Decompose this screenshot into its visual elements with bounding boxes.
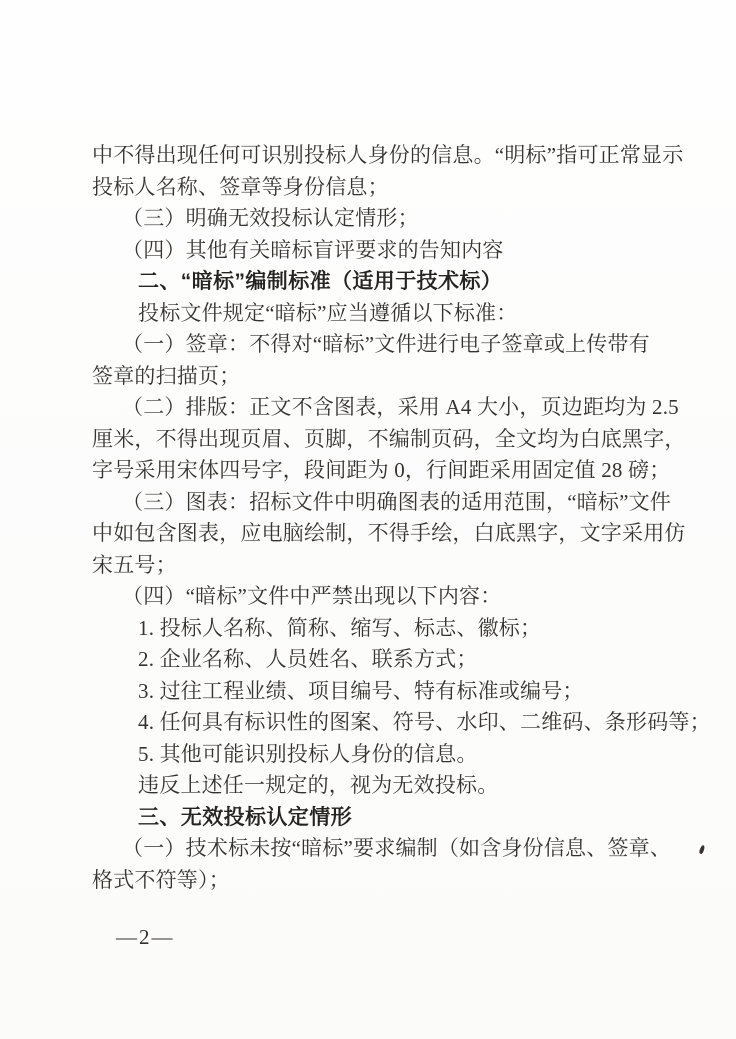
ink-speck: [699, 845, 706, 855]
document-body: [92, 140, 711, 896]
text-line: 投标人名称、签章等身份信息；: [92, 174, 389, 199]
text-line: 5. 其他可能识别投标人身份的信息。: [138, 741, 478, 766]
text-line: （一）技术标未按“暗标”要求编制（如含身份信息、签章、: [122, 836, 672, 860]
text-line: 4. 任何具有标识性的图案、符号、水印、二维码、条形码等；: [138, 710, 711, 734]
text-line: 签章的扫描页；: [92, 363, 241, 388]
text-line: 3. 过往工程业绩、项目编号、特有标准或编号；: [138, 678, 584, 703]
text-line: （三）明确无效投标认定情形；: [122, 206, 419, 230]
text-line: 投标文件规定“暗标”应当遵循以下标准：: [138, 300, 518, 325]
text-line: （四）其他有关暗标盲评要求的告知内容: [122, 237, 504, 262]
text-line: （二）排版：正文不含图表，采用 A4 大小，页边距均为 2.5: [122, 395, 679, 419]
text-line: 中不得出现任何可识别投标人身份的信息。“明标”指可正常显示: [92, 143, 684, 167]
text-line: 违反上述任一规定的，视为无效投标。: [138, 773, 499, 797]
text-line: （一）签章：不得对“暗标”文件进行电子签章或上传带有: [122, 332, 650, 356]
text-line: 字号采用宋体四号字，段间距为 0，行间距采用固定值 28 磅；: [92, 458, 671, 482]
page-number: —2—: [116, 925, 175, 949]
text-line: （三）图表：招标文件中明确图表的适用范围，“暗标”文件: [122, 489, 672, 514]
text-line: 中如包含图表，应电脑绘制，不得手绘，白底黑字，文字采用仿: [92, 521, 686, 545]
text-line: 1. 投标人名称、简称、缩写、标志、徽标；: [138, 615, 542, 640]
section-heading: 二、“暗标”编制标准（适用于技术标）: [138, 270, 503, 293]
text-line: （四）“暗标”文件中严禁出现以下内容：: [122, 584, 502, 608]
text-line: 宋五号；: [92, 552, 177, 577]
text-line: 2. 企业名称、人员姓名、联系方式；: [138, 647, 478, 671]
section-heading: 三、无效投标认定情形: [138, 805, 352, 829]
text-line: 厘米，不得出现页眉、页脚，不编制页码，全文均为白底黑字，: [92, 426, 686, 451]
text-line: 格式不符等）；: [92, 867, 230, 892]
